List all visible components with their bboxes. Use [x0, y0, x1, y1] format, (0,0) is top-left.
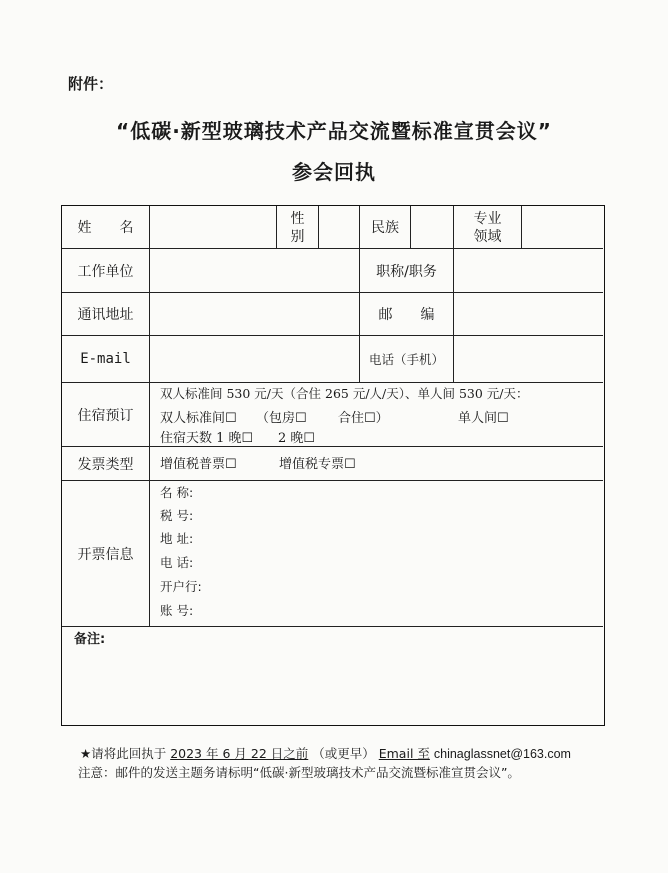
- title-field[interactable]: [454, 249, 602, 292]
- gender-label-line2: 别: [290, 229, 305, 245]
- address-field[interactable]: [150, 293, 359, 335]
- submission-email[interactable]: chinaglassnet@163.com: [433, 747, 571, 761]
- submission-note: [80, 744, 571, 762]
- field-field[interactable]: [522, 206, 602, 248]
- work-unit-field[interactable]: [150, 249, 359, 292]
- submission-note-prefix: ★请将此回执于: [80, 746, 167, 761]
- name-label: 姓 名: [77, 220, 134, 236]
- invoice-info-label: 开票信息: [77, 546, 134, 563]
- field-label-line1: 专业: [473, 211, 502, 227]
- title-label: 职称/职务: [376, 263, 437, 280]
- postcode-label: 邮 编: [378, 307, 435, 323]
- gender-label-line1: 性: [290, 211, 305, 227]
- lodging-double-option[interactable]: 双人标准间☐: [160, 410, 237, 426]
- row-divider: [62, 626, 603, 627]
- lodging-private-option[interactable]: （包房☐: [256, 410, 307, 426]
- document-subtitle: 参会回执: [292, 160, 376, 184]
- invoice-account-label: 账 号:: [160, 603, 194, 618]
- invoice-tax-number-label: 税 号:: [160, 508, 194, 523]
- invoice-type-label: 发票类型: [77, 456, 134, 473]
- invoice-special-option[interactable]: 增值税专票☐: [279, 456, 356, 472]
- postcode-field[interactable]: [454, 293, 602, 335]
- ethnicity-field[interactable]: [411, 206, 453, 248]
- submission-note-mid: （或更早）: [312, 746, 375, 761]
- remarks-label: 备注:: [74, 631, 106, 647]
- phone-label: 电话（手机）: [368, 352, 444, 367]
- lodging-label: 住宿预订: [77, 407, 134, 424]
- gender-field[interactable]: [319, 206, 359, 248]
- submission-email-label: Email 至: [378, 746, 430, 761]
- lodging-days-1-option[interactable]: 住宿天数 1 晚☐: [160, 430, 254, 446]
- submission-deadline: 2023 年 6 月 22 日之前: [170, 746, 309, 761]
- invoice-normal-option[interactable]: 增值税普票☐: [160, 456, 237, 472]
- document-title: “低碳·新型玻璃技术产品交流暨标准宣贯会议”: [116, 119, 552, 143]
- lodging-single-option[interactable]: 单人间☐: [458, 410, 509, 426]
- remarks-field[interactable]: [62, 648, 602, 724]
- field-label-line2: 领域: [473, 229, 502, 245]
- lodging-days-2-option[interactable]: 2 晚☐: [278, 430, 316, 446]
- invoice-company-name-label: 名 称:: [160, 485, 194, 500]
- name-field[interactable]: [150, 206, 276, 248]
- work-unit-label: 工作单位: [77, 263, 134, 280]
- gender-label: [277, 208, 318, 248]
- address-label: 通讯地址: [77, 307, 134, 323]
- registration-form: [61, 205, 605, 726]
- lodging-shared-option[interactable]: 合住☐）: [338, 410, 389, 426]
- ethnicity-label: 民族: [371, 220, 399, 236]
- email-label: E-mail: [80, 351, 131, 367]
- invoice-phone-label: 电 话:: [160, 555, 194, 570]
- email-subject-note: 注意：邮件的发送主题务请标明“低碳·新型玻璃技术产品交流暨标准宣贯会议”。: [78, 765, 520, 780]
- field-label: [454, 208, 521, 248]
- phone-field[interactable]: [454, 336, 602, 382]
- invoice-bank-label: 开户行:: [160, 579, 202, 594]
- attachment-label: 附件：: [68, 75, 114, 93]
- lodging-price: 双人标准间 530 元/天（合住 265 元/人/天）、单人间 530 元/天：: [160, 386, 529, 401]
- email-field[interactable]: [150, 336, 359, 382]
- invoice-address-label: 地 址:: [160, 531, 194, 546]
